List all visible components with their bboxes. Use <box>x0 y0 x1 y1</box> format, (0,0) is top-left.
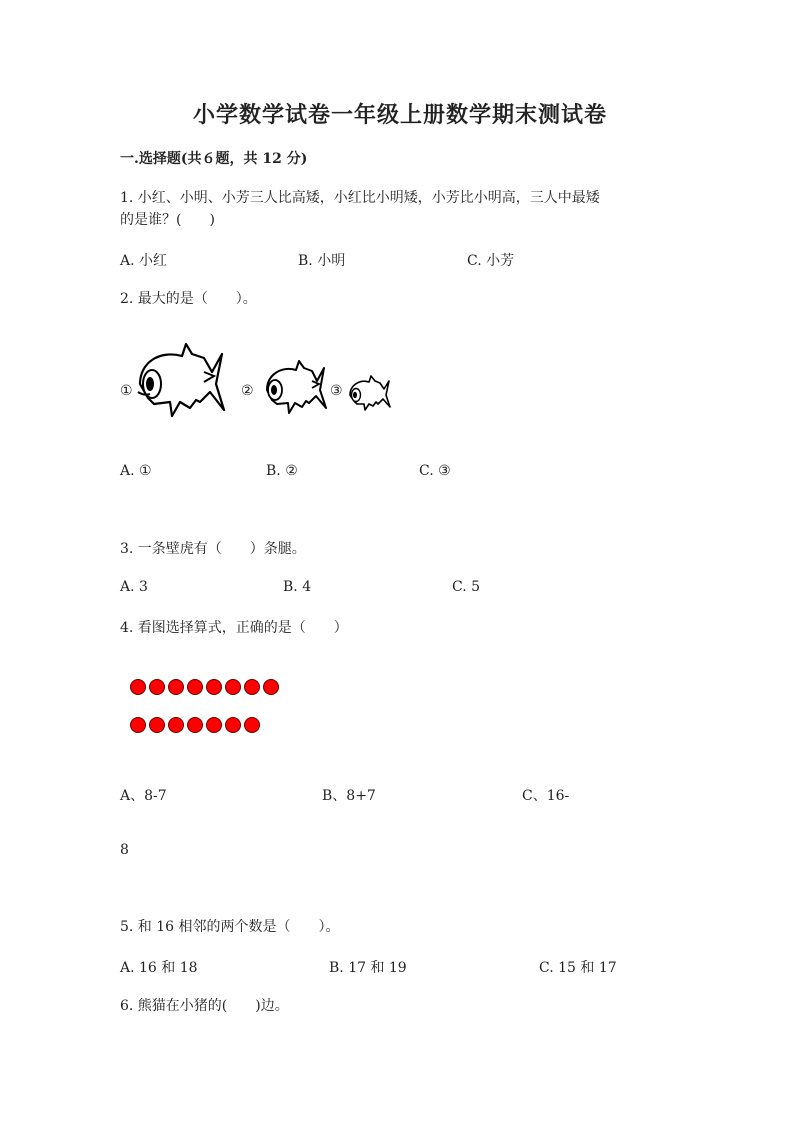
red-dot <box>225 717 241 733</box>
question-4-option-c-wrap: 8 <box>120 842 129 858</box>
red-dot <box>130 679 146 695</box>
question-3-option-c: C. 5 <box>452 579 481 595</box>
red-dot <box>244 717 260 733</box>
red-dot <box>149 679 165 695</box>
question-2-text: 2. 最大的是（ ）。 <box>120 291 257 307</box>
section-heading: 一.选择题(共６题，共 12 分) <box>120 151 308 167</box>
question-6-text: 6. 熊猫在小猪的( )边。 <box>120 998 289 1014</box>
question-4-option-a: A、8-7 <box>120 788 167 804</box>
question-1-option-b: B. 小明 <box>298 253 346 269</box>
red-dot <box>187 717 203 733</box>
fish-marker-1: ① <box>120 383 133 399</box>
medium-fish-icon <box>262 358 328 416</box>
red-dot <box>206 717 222 733</box>
red-dot <box>168 717 184 733</box>
question-4-option-c: C、16- <box>522 788 570 804</box>
red-dot <box>263 679 279 695</box>
question-5-option-c: C. 15 和 17 <box>539 960 617 976</box>
red-dot <box>225 679 241 695</box>
question-4-text: 4. 看图选择算式，正确的是（ ） <box>120 620 348 636</box>
question-1-option-c: C. 小芳 <box>467 253 515 269</box>
red-dot <box>244 679 260 695</box>
question-1-text-line2: 的是谁？( ) <box>120 212 215 228</box>
question-5-text: 5. 和 16 相邻的两个数是（ ）。 <box>120 919 340 935</box>
fish-marker-2: ② <box>241 383 254 399</box>
page-title: 小学数学试卷一年级上册数学期末测试卷 <box>192 102 607 128</box>
question-2-option-b: B. ② <box>266 463 298 479</box>
question-5-option-a: A. 16 和 18 <box>120 960 198 976</box>
question-1-option-a: A. 小红 <box>120 253 168 269</box>
question-3-option-b: B. 4 <box>283 579 312 595</box>
question-2-option-c: C. ③ <box>419 463 451 479</box>
red-dot <box>168 679 184 695</box>
question-1-text-line1: 1. 小红、小明、小芳三人比高矮，小红比小明矮，小芳比小明高，三人中最矮 <box>120 190 600 206</box>
large-fish-icon <box>134 340 226 420</box>
question-3-option-a: A. 3 <box>120 579 148 595</box>
question-2-option-a: A. ① <box>120 463 152 479</box>
question-4-option-b: B、8+7 <box>322 788 376 804</box>
fish-marker-3: ③ <box>330 383 343 399</box>
small-fish-icon <box>347 374 391 412</box>
question-3-text: 3. 一条壁虎有（ ）条腿。 <box>120 541 306 557</box>
red-dot <box>149 717 165 733</box>
red-dot <box>187 679 203 695</box>
red-dot <box>130 717 146 733</box>
question-5-option-b: B. 17 和 19 <box>329 960 407 976</box>
red-dot <box>206 679 222 695</box>
